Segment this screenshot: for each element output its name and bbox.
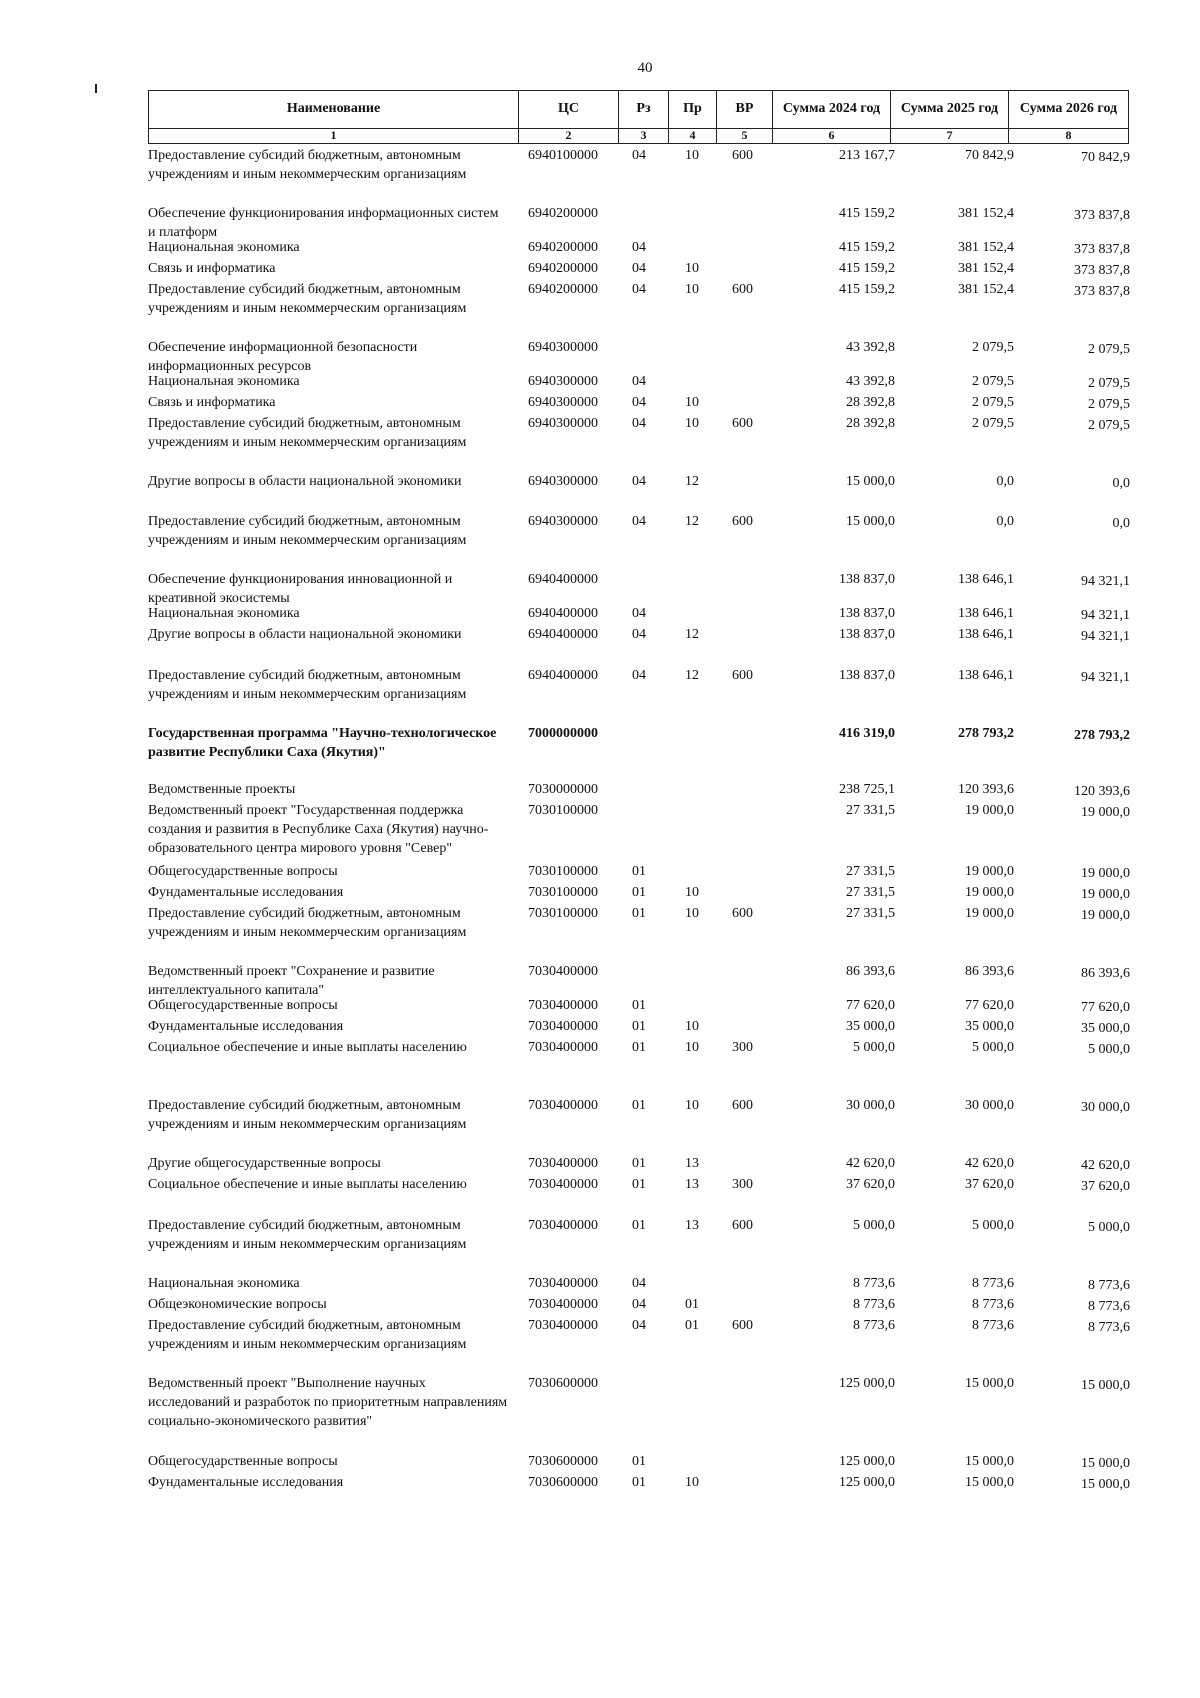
row-sum-2025: 15 000,0 — [965, 1376, 1014, 1391]
row-rz: 01 — [632, 885, 646, 900]
row-name: Предоставление субсидий бюджетным, автономным учреждениям и иным некоммерческим организациям — [148, 1318, 467, 1352]
row-rz: 04 — [632, 627, 646, 642]
header-pr: Пр — [669, 91, 717, 129]
row-pr: 10 — [685, 282, 699, 297]
row-sum-2025: 2 079,5 — [972, 374, 1014, 389]
row-rz: 04 — [632, 374, 646, 389]
row-sum-2025: 19 000,0 — [965, 803, 1014, 818]
row-rz: 04 — [632, 514, 646, 529]
row-name: Ведомственные проекты — [148, 782, 296, 797]
row-cs: 7030600000 — [528, 1475, 598, 1490]
row-sum-2024: 415 159,2 — [839, 206, 895, 221]
row-pr: 13 — [685, 1177, 699, 1192]
row-sum-2026: 373 837,8 — [1074, 263, 1130, 278]
row-sum-2024: 125 000,0 — [839, 1454, 895, 1469]
row-pr: 10 — [685, 906, 699, 921]
row-rz: 04 — [632, 606, 646, 621]
row-sum-2025: 381 152,4 — [958, 282, 1014, 297]
row-sum-2026: 373 837,8 — [1074, 242, 1130, 257]
row-sum-2026: 8 773,6 — [1088, 1299, 1130, 1314]
header-num-6: 6 — [773, 128, 891, 143]
row-cs: 7030600000 — [528, 1376, 598, 1391]
row-sum-2026: 8 773,6 — [1088, 1278, 1130, 1293]
row-sum-2025: 2 079,5 — [972, 395, 1014, 410]
row-vr: 600 — [732, 1318, 753, 1333]
row-name: Государственная программа "Научно-технологическое развитие Республики Саха (Якутия)" — [148, 726, 497, 760]
row-sum-2026: 15 000,0 — [1081, 1456, 1130, 1471]
row-name: Общегосударственные вопросы — [148, 864, 338, 879]
row-name: Ведомственный проект "Выполнение научных исследований и разработок по приоритетным направлениям социально-экономического развития" — [148, 1376, 508, 1429]
row-rz: 01 — [632, 998, 646, 1013]
row-sum-2026: 70 842,9 — [1081, 150, 1130, 165]
row-sum-2025: 19 000,0 — [965, 906, 1014, 921]
row-name: Обеспечение информационной безопасности информационных ресурсов — [148, 340, 418, 374]
row-vr: 600 — [732, 148, 753, 163]
header-num-5: 5 — [717, 128, 773, 143]
row-cs: 7030400000 — [528, 1098, 598, 1113]
row-sum-2024: 138 837,0 — [839, 627, 895, 642]
row-cs: 7030600000 — [528, 1454, 598, 1469]
row-cs: 6940100000 — [528, 148, 598, 163]
row-name: Ведомственный проект "Государственная поддержка создания и развития в Республике Саха (Якутия) научно-образовательного центра мирового уровня "Север" — [148, 803, 489, 856]
row-cs: 6940400000 — [528, 572, 598, 587]
row-sum-2025: 77 620,0 — [965, 998, 1014, 1013]
row-sum-2025: 37 620,0 — [965, 1177, 1014, 1192]
row-cs: 6940200000 — [528, 282, 598, 297]
row-rz: 04 — [632, 261, 646, 276]
row-sum-2024: 28 392,8 — [846, 416, 895, 431]
row-sum-2025: 138 646,1 — [958, 606, 1014, 621]
row-pr: 01 — [685, 1297, 699, 1312]
row-name: Общегосударственные вопросы — [148, 998, 338, 1013]
row-cs: 7030100000 — [528, 906, 598, 921]
row-cs: 7030100000 — [528, 803, 598, 818]
row-pr: 12 — [685, 668, 699, 683]
row-sum-2026: 15 000,0 — [1081, 1477, 1130, 1492]
row-sum-2025: 278 793,2 — [958, 726, 1014, 741]
table-header — [148, 90, 1129, 144]
row-sum-2024: 27 331,5 — [846, 885, 895, 900]
row-cs: 6940200000 — [528, 206, 598, 221]
row-sum-2026: 0,0 — [1112, 516, 1130, 531]
row-name: Обеспечение функционирования информационных систем и платформ — [148, 206, 499, 240]
row-name: Фундаментальные исследования — [148, 1019, 344, 1034]
row-cs: 7030000000 — [528, 782, 598, 797]
row-name: Предоставление субсидий бюджетным, автономным учреждениям и иным некоммерческим организациям — [148, 668, 467, 702]
row-cs: 7030400000 — [528, 1218, 598, 1233]
row-cs: 6940400000 — [528, 606, 598, 621]
row-sum-2026: 5 000,0 — [1088, 1042, 1130, 1057]
row-sum-2025: 8 773,6 — [972, 1297, 1014, 1312]
row-sum-2024: 5 000,0 — [853, 1040, 895, 1055]
row-sum-2024: 86 393,6 — [846, 964, 895, 979]
row-name: Предоставление субсидий бюджетным, автономным учреждениям и иным некоммерческим организациям — [148, 1098, 467, 1132]
row-sum-2026: 373 837,8 — [1074, 208, 1130, 223]
row-sum-2026: 94 321,1 — [1081, 608, 1130, 623]
row-sum-2025: 381 152,4 — [958, 261, 1014, 276]
row-sum-2026: 19 000,0 — [1081, 805, 1130, 820]
row-sum-2024: 35 000,0 — [846, 1019, 895, 1034]
row-cs: 7030400000 — [528, 1019, 598, 1034]
row-rz: 01 — [632, 1475, 646, 1490]
row-name: Национальная экономика — [148, 1276, 300, 1291]
row-sum-2025: 381 152,4 — [958, 206, 1014, 221]
row-rz: 01 — [632, 1040, 646, 1055]
row-sum-2026: 35 000,0 — [1081, 1021, 1130, 1036]
row-sum-2024: 415 159,2 — [839, 261, 895, 276]
row-pr: 12 — [685, 514, 699, 529]
row-cs: 7030400000 — [528, 1297, 598, 1312]
row-pr: 10 — [685, 395, 699, 410]
row-pr: 10 — [685, 885, 699, 900]
row-rz: 01 — [632, 1019, 646, 1034]
row-sum-2024: 27 331,5 — [846, 803, 895, 818]
row-pr: 10 — [685, 1040, 699, 1055]
row-sum-2026: 15 000,0 — [1081, 1378, 1130, 1393]
row-name: Национальная экономика — [148, 374, 300, 389]
row-rz: 01 — [632, 906, 646, 921]
row-vr: 600 — [732, 668, 753, 683]
page-number: 40 — [637, 60, 653, 76]
row-name: Национальная экономика — [148, 240, 300, 255]
row-name: Другие вопросы в области национальной экономики — [148, 627, 462, 642]
row-sum-2025: 19 000,0 — [965, 885, 1014, 900]
row-name: Связь и информатика — [148, 261, 276, 276]
row-sum-2026: 37 620,0 — [1081, 1179, 1130, 1194]
header-rz: Рз — [619, 91, 669, 129]
row-sum-2024: 43 392,8 — [846, 340, 895, 355]
row-rz: 04 — [632, 668, 646, 683]
row-name: Общегосударственные вопросы — [148, 1454, 338, 1469]
row-sum-2025: 35 000,0 — [965, 1019, 1014, 1034]
row-sum-2024: 43 392,8 — [846, 374, 895, 389]
row-cs: 6940300000 — [528, 474, 598, 489]
row-sum-2026: 19 000,0 — [1081, 887, 1130, 902]
row-rz: 01 — [632, 1177, 646, 1192]
row-cs: 6940300000 — [528, 395, 598, 410]
header-num-7: 7 — [891, 128, 1009, 143]
row-sum-2024: 238 725,1 — [839, 782, 895, 797]
row-sum-2025: 15 000,0 — [965, 1475, 1014, 1490]
row-sum-2025: 0,0 — [996, 514, 1014, 529]
row-sum-2025: 0,0 — [996, 474, 1014, 489]
row-sum-2026: 278 793,2 — [1074, 728, 1130, 743]
row-sum-2024: 125 000,0 — [839, 1475, 895, 1490]
row-vr: 600 — [732, 416, 753, 431]
row-sum-2024: 213 167,7 — [839, 148, 895, 163]
row-sum-2026: 2 079,5 — [1088, 376, 1130, 391]
row-vr: 300 — [732, 1040, 753, 1055]
row-sum-2024: 138 837,0 — [839, 668, 895, 683]
row-cs: 7030400000 — [528, 1276, 598, 1291]
row-sum-2026: 94 321,1 — [1081, 670, 1130, 685]
row-sum-2025: 5 000,0 — [972, 1218, 1014, 1233]
row-pr: 13 — [685, 1156, 699, 1171]
row-name: Связь и информатика — [148, 395, 276, 410]
row-rz: 01 — [632, 864, 646, 879]
row-sum-2026: 2 079,5 — [1088, 342, 1130, 357]
row-cs: 6940300000 — [528, 374, 598, 389]
row-sum-2024: 5 000,0 — [853, 1218, 895, 1233]
row-vr: 300 — [732, 1177, 753, 1192]
row-pr: 10 — [685, 1098, 699, 1113]
margin-mark — [95, 84, 97, 93]
row-sum-2024: 27 331,5 — [846, 864, 895, 879]
row-sum-2025: 5 000,0 — [972, 1040, 1014, 1055]
row-sum-2026: 94 321,1 — [1081, 574, 1130, 589]
row-sum-2024: 30 000,0 — [846, 1098, 895, 1113]
header-sum-2025: Сумма 2025 год — [891, 91, 1009, 129]
row-sum-2024: 138 837,0 — [839, 606, 895, 621]
row-pr: 10 — [685, 148, 699, 163]
row-rz: 04 — [632, 1297, 646, 1312]
row-cs: 7030400000 — [528, 1177, 598, 1192]
row-sum-2026: 86 393,6 — [1081, 966, 1130, 981]
row-sum-2024: 8 773,6 — [853, 1297, 895, 1312]
row-name: Предоставление субсидий бюджетным, автономным учреждениям и иным некоммерческим организациям — [148, 282, 467, 316]
row-sum-2024: 415 159,2 — [839, 240, 895, 255]
row-sum-2026: 30 000,0 — [1081, 1100, 1130, 1115]
row-sum-2024: 415 159,2 — [839, 282, 895, 297]
row-sum-2025: 15 000,0 — [965, 1454, 1014, 1469]
row-pr: 12 — [685, 627, 699, 642]
row-sum-2024: 77 620,0 — [846, 998, 895, 1013]
row-sum-2024: 416 319,0 — [839, 726, 895, 741]
row-rz: 01 — [632, 1098, 646, 1113]
row-sum-2026: 5 000,0 — [1088, 1220, 1130, 1235]
header-sum-2026: Сумма 2026 год — [1009, 91, 1129, 129]
row-name: Другие вопросы в области национальной экономики — [148, 474, 462, 489]
row-sum-2025: 8 773,6 — [972, 1318, 1014, 1333]
row-vr: 600 — [732, 906, 753, 921]
row-rz: 04 — [632, 240, 646, 255]
header-name: Наименование — [149, 91, 519, 129]
row-sum-2024: 8 773,6 — [853, 1318, 895, 1333]
row-sum-2025: 30 000,0 — [965, 1098, 1014, 1113]
row-pr: 10 — [685, 1019, 699, 1034]
row-vr: 600 — [732, 514, 753, 529]
row-sum-2025: 2 079,5 — [972, 416, 1014, 431]
row-pr: 10 — [685, 1475, 699, 1490]
row-pr: 01 — [685, 1318, 699, 1333]
row-cs: 7030100000 — [528, 864, 598, 879]
row-rz: 01 — [632, 1454, 646, 1469]
row-sum-2026: 2 079,5 — [1088, 418, 1130, 433]
row-sum-2024: 138 837,0 — [839, 572, 895, 587]
row-sum-2024: 125 000,0 — [839, 1376, 895, 1391]
row-cs: 6940400000 — [528, 627, 598, 642]
header-cs: ЦС — [519, 91, 619, 129]
row-name: Предоставление субсидий бюджетным, автономным учреждениям и иным некоммерческим организациям — [148, 906, 467, 940]
row-sum-2024: 28 392,8 — [846, 395, 895, 410]
row-vr: 600 — [732, 1098, 753, 1113]
row-sum-2025: 138 646,1 — [958, 627, 1014, 642]
row-sum-2025: 19 000,0 — [965, 864, 1014, 879]
row-sum-2025: 2 079,5 — [972, 340, 1014, 355]
row-sum-2026: 94 321,1 — [1081, 629, 1130, 644]
row-name: Другие общегосударственные вопросы — [148, 1156, 381, 1171]
row-rz: 01 — [632, 1218, 646, 1233]
row-rz: 04 — [632, 282, 646, 297]
row-cs: 7000000000 — [528, 726, 598, 741]
row-sum-2026: 120 393,6 — [1074, 784, 1130, 799]
row-vr: 600 — [732, 282, 753, 297]
row-sum-2025: 8 773,6 — [972, 1276, 1014, 1291]
row-name: Предоставление субсидий бюджетным, автономным учреждениям и иным некоммерческим организациям — [148, 148, 467, 182]
row-sum-2024: 42 620,0 — [846, 1156, 895, 1171]
row-pr: 12 — [685, 474, 699, 489]
row-rz: 04 — [632, 1276, 646, 1291]
row-sum-2025: 138 646,1 — [958, 668, 1014, 683]
row-sum-2024: 15 000,0 — [846, 474, 895, 489]
header-num-4: 4 — [669, 128, 717, 143]
row-sum-2024: 15 000,0 — [846, 514, 895, 529]
header-vr: ВР — [717, 91, 773, 129]
row-pr: 13 — [685, 1218, 699, 1233]
row-name: Предоставление субсидий бюджетным, автономным учреждениям и иным некоммерческим организациям — [148, 416, 467, 450]
row-pr: 10 — [685, 416, 699, 431]
row-cs: 6940200000 — [528, 240, 598, 255]
row-sum-2025: 120 393,6 — [958, 782, 1014, 797]
row-sum-2024: 8 773,6 — [853, 1276, 895, 1291]
row-cs: 7030400000 — [528, 964, 598, 979]
row-cs: 6940300000 — [528, 340, 598, 355]
row-sum-2026: 19 000,0 — [1081, 908, 1130, 923]
row-rz: 04 — [632, 395, 646, 410]
row-sum-2026: 77 620,0 — [1081, 1000, 1130, 1015]
row-cs: 6940400000 — [528, 668, 598, 683]
row-rz: 01 — [632, 1156, 646, 1171]
row-cs: 6940300000 — [528, 416, 598, 431]
header-num-1: 1 — [149, 128, 519, 143]
row-sum-2024: 37 620,0 — [846, 1177, 895, 1192]
row-cs: 7030400000 — [528, 1156, 598, 1171]
row-cs: 6940300000 — [528, 514, 598, 529]
row-name: Национальная экономика — [148, 606, 300, 621]
row-name: Обеспечение функционирования инновационной и креативной экосистемы — [148, 572, 453, 606]
row-name: Предоставление субсидий бюджетным, автономным учреждениям и иным некоммерческим организациям — [148, 1218, 467, 1252]
row-pr: 10 — [685, 261, 699, 276]
row-name: Социальное обеспечение и иные выплаты населению — [148, 1040, 467, 1055]
row-name: Социальное обеспечение и иные выплаты населению — [148, 1177, 467, 1192]
row-name: Фундаментальные исследования — [148, 885, 344, 900]
row-rz: 04 — [632, 148, 646, 163]
header-num-3: 3 — [619, 128, 669, 143]
row-name: Общеэкономические вопросы — [148, 1297, 327, 1312]
row-name: Ведомственный проект "Сохранение и развитие интеллектуального капитала" — [148, 964, 435, 998]
row-rz: 04 — [632, 416, 646, 431]
row-name: Предоставление субсидий бюджетным, автономным учреждениям и иным некоммерческим организациям — [148, 514, 467, 548]
header-sum-2024: Сумма 2024 год — [773, 91, 891, 129]
row-sum-2026: 0,0 — [1112, 476, 1130, 491]
row-name: Фундаментальные исследования — [148, 1475, 344, 1490]
row-sum-2025: 70 842,9 — [965, 148, 1014, 163]
header-num-2: 2 — [519, 128, 619, 143]
row-sum-2025: 138 646,1 — [958, 572, 1014, 587]
row-rz: 04 — [632, 1318, 646, 1333]
row-sum-2025: 42 620,0 — [965, 1156, 1014, 1171]
row-cs: 7030100000 — [528, 885, 598, 900]
row-vr: 600 — [732, 1218, 753, 1233]
row-sum-2026: 373 837,8 — [1074, 284, 1130, 299]
row-cs: 7030400000 — [528, 1040, 598, 1055]
row-sum-2026: 19 000,0 — [1081, 866, 1130, 881]
row-sum-2026: 42 620,0 — [1081, 1158, 1130, 1173]
row-sum-2024: 27 331,5 — [846, 906, 895, 921]
row-cs: 7030400000 — [528, 1318, 598, 1333]
row-sum-2026: 2 079,5 — [1088, 397, 1130, 412]
row-sum-2025: 86 393,6 — [965, 964, 1014, 979]
row-cs: 6940200000 — [528, 261, 598, 276]
row-sum-2025: 381 152,4 — [958, 240, 1014, 255]
row-sum-2026: 8 773,6 — [1088, 1320, 1130, 1335]
row-cs: 7030400000 — [528, 998, 598, 1013]
row-rz: 04 — [632, 474, 646, 489]
header-num-8: 8 — [1009, 128, 1129, 143]
